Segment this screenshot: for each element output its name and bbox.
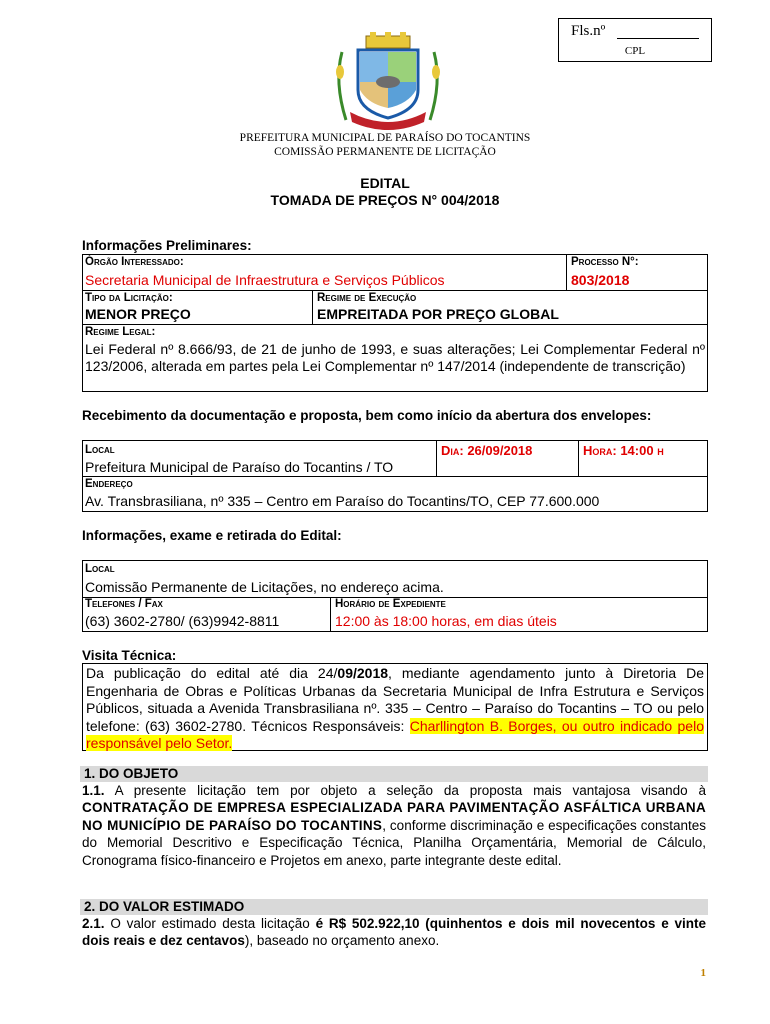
info-horario-label: Horário de Expediente — [335, 598, 446, 610]
visita-responsavel: Charllington B. Borges, ou outro indicado pelo responsável pelo Setor. — [86, 717, 704, 752]
informacoes-heading: Informações, exame e retirada do Edital: — [82, 528, 342, 543]
visita-heading: Visita Técnica: — [82, 648, 177, 663]
receb-dia: Dia: 26/09/2018 — [441, 443, 533, 458]
doc-subtitle: TOMADA DE PREÇOS N° 004/2018 — [270, 192, 500, 208]
tipo-value: MENOR PREÇO — [85, 306, 191, 322]
regime-legal-value: Lei Federal nº 8.666/93, de 21 de junho de 1993, e suas alterações; Lei Complementar Federal nº 123/2006, alterada em partes pela Lei Complementar nº 147/2014 (independente de transcrição) — [85, 341, 705, 374]
info-horario-value: 12:00 às 18:00 horas, em dias úteis — [335, 613, 557, 629]
valor-heading-bar — [80, 899, 708, 915]
receb-endereco-label: Endereço — [85, 478, 133, 490]
info-tel-value: (63) 3602-2780/ (63)9942-8811 — [85, 613, 280, 629]
recebimento-table — [82, 440, 708, 512]
info-tel-label: Telefones / Fax — [85, 598, 163, 610]
tipo-cell — [83, 291, 313, 325]
informacoes-table — [82, 560, 708, 632]
header-comissao: COMISSÃO PERMANENTE DE LICITAÇÃO — [274, 146, 496, 158]
orgao-label: Órgão Interessado: — [85, 256, 184, 268]
receb-endereco-value: Av. Transbrasiliana, nº 335 – Centro em Paraíso do Tocantins/TO, CEP 77.600.000 — [85, 493, 600, 509]
processo-value: 803/2018 — [571, 272, 630, 288]
municipal-seal-icon — [328, 32, 448, 132]
fls-label: Fls.nº — [571, 23, 606, 39]
visita-box — [82, 663, 708, 751]
tipo-label: Tipo da Licitação: — [85, 292, 173, 304]
receb-local-label: Local — [85, 444, 115, 456]
objeto-heading-bar — [80, 766, 708, 782]
prelim-heading: Informações Preliminares: — [82, 238, 252, 253]
recebimento-heading: Recebimento da documentação e proposta, bem como início da abertura dos envelopes: — [82, 408, 652, 423]
regime-legal-label: Regime Legal: — [85, 326, 156, 338]
orgao-cell — [83, 255, 567, 291]
regime-exec-value: EMPREITADA POR PREÇO GLOBAL — [317, 306, 559, 322]
prelim-table — [82, 254, 708, 392]
fls-cpl: CPL — [624, 45, 646, 57]
doc-title: EDITAL — [360, 175, 410, 191]
fls-box — [558, 18, 712, 62]
valor-heading: 2. DO VALOR ESTIMADO — [84, 899, 245, 914]
regime-exec-cell — [313, 291, 707, 325]
valor-text: 2.1. O valor estimado desta licitação é R$ 502.922,10 (quinhentos e dois mil novecentos e vinte dois reais e dez centavos), baseado no orçamento anexo. — [82, 916, 706, 949]
orgao-value: Secretaria Municipal de Infraestrutura e Serviços Públicos — [85, 272, 445, 288]
processo-label: Processo N°: — [571, 256, 639, 268]
page-number: 1 — [700, 967, 706, 979]
visita-text: Da publicação do edital até dia 24/09/2018, mediante agendamento junto à Diretoria De Engenharia de Obras e Políticas Urbanas da Secretaria Municipal de Infra Estrutura e Serviços Públicos, situada a Avenida Transbrasiliana nº. 335 – Centro – Paraíso do Tocantins – TO ou pelo telefone: (63) 3602-2780. Técnicos Responsáveis: Charllington B. Borges, ou outro indicado pelo responsável pelo Setor. — [86, 665, 704, 752]
regime-exec-label: Regime de Execução — [317, 292, 417, 304]
receb-local-value: Prefeitura Municipal de Paraíso do Tocantins / TO — [85, 459, 394, 475]
receb-dia-cell — [437, 441, 579, 477]
receb-hora-cell — [579, 441, 707, 477]
objeto-text: 1.1. A presente licitação tem por objeto a seleção da proposta mais vantajosa visando à CONTRATAÇÃO DE EMPRESA ESPECIALIZADA PARA PAVIMENTAÇÃO ASFÁLTICA URBANA NO MUNICÍPIO DE PARAÍSO DO TOCANTINS, conforme discriminação e especificações constantes do Memorial Descritivo e Especificação Técnica, Planilha Orçamentária, Memorial de Cálculo, Cronograma físico-financeiro e Projetos em anexo, parte integrante deste edital. — [82, 783, 706, 868]
processo-cell — [567, 255, 707, 291]
receb-hora: Hora: 14:00 h — [583, 443, 664, 458]
receb-local-cell — [83, 441, 437, 477]
info-local-value: Comissão Permanente de Licitações, no endereço acima. — [85, 579, 444, 595]
info-local-label: Local — [85, 563, 115, 575]
objeto-heading: 1. DO OBJETO — [84, 766, 179, 781]
fls-blank-line — [617, 38, 699, 39]
header-prefeitura: PREFEITURA MUNICIPAL DE PARAÍSO DO TOCANTINS — [239, 132, 531, 144]
